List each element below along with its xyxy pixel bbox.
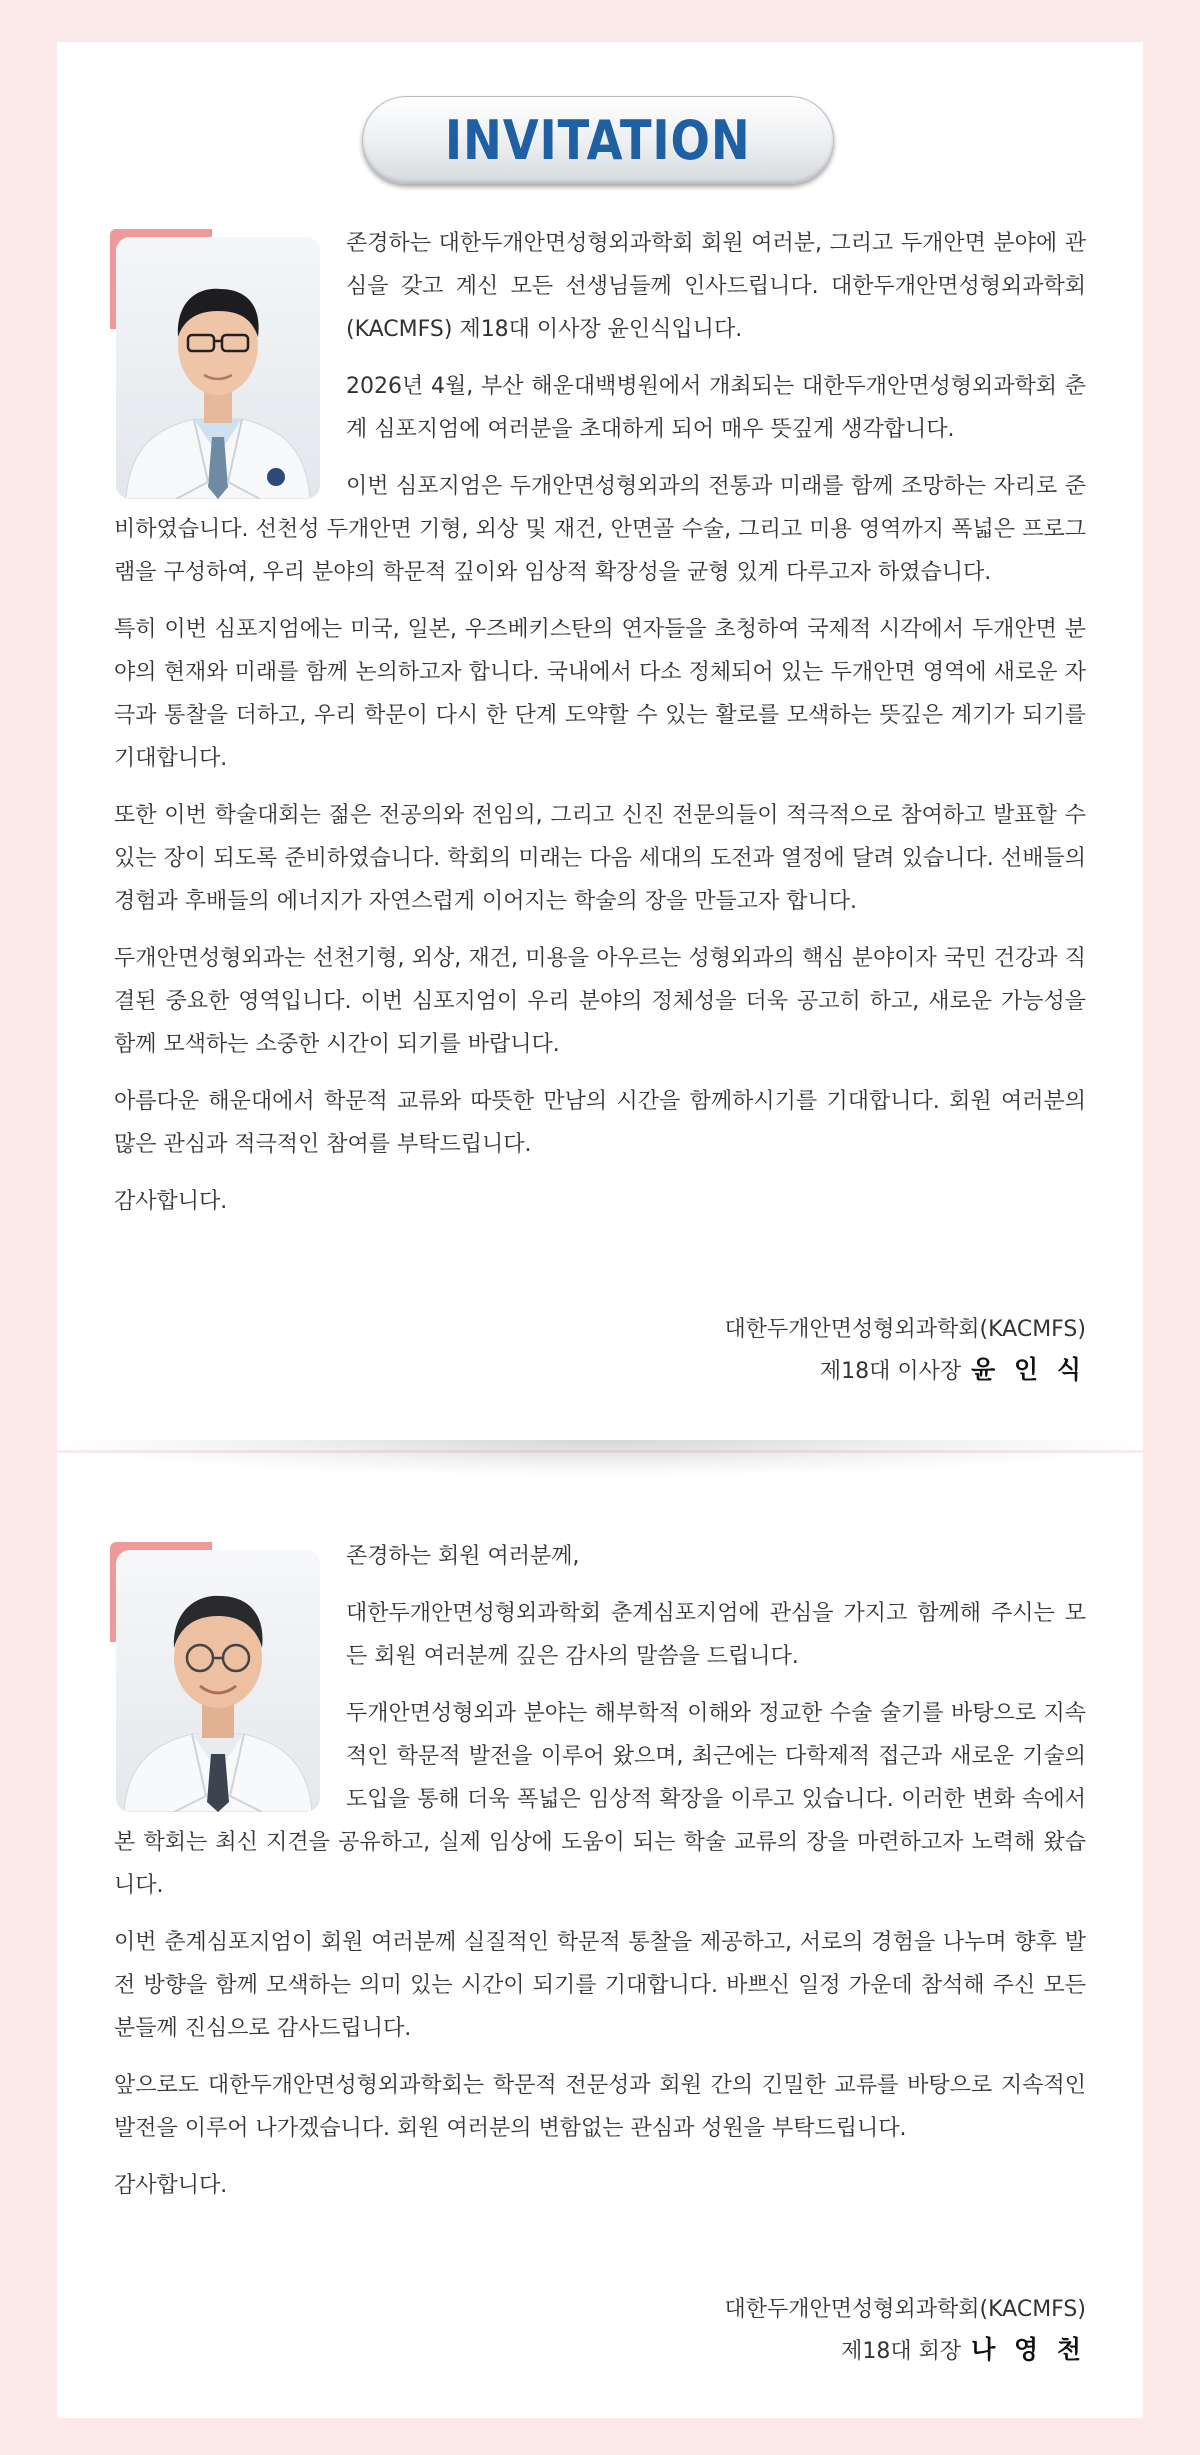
signature-name: 나 영 천: [971, 2335, 1086, 2364]
signature-org: 대한두개안면성형외과학회(KACMFS): [724, 1317, 1086, 1342]
letter-paragraph: 두개안면성형외과 분야는 해부학적 이해와 정교한 수술 술기를 바탕으로 지속적인 학문적 발전을 이루어 왔으며, 최근에는 다학제적 접근과 새로운 기술의 도입을 통해 더욱 폭넓은 임상적 확장을 이루고 있습니다. 이러한 변화 속에서 본 학회는 최신 지견을 공유하고, 실제 임상에 도움이 되는 학술 교류의 장을 마련하고자 노력해 왔습니다.: [114, 1701, 1086, 1898]
letter-paragraph: 이번 심포지엄은 두개안면성형외과의 전통과 미래를 함께 조망하는 자리로 준비하였습니다. 선천성 두개안면 기형, 외상 및 재건, 안면골 수술, 그리고 미용 영역까지 폭넓은 프로그램을 구성하여, 우리 분야의 학문적 깊이와 임상적 확장성을 균형 있게 다루고자 하였습니다.: [114, 474, 1086, 585]
signature-president: [725, 2290, 1086, 2372]
letter-paragraph: 앞으로도 대한두개안면성형외과학회는 학문적 전문성과 회원 간의 긴밀한 교류를 바탕으로 지속적인 발전을 이루어 나가겠습니다. 회원 여러분의 변함없는 관심과 성원을 부탁드립니다.: [114, 2073, 1086, 2141]
letter-paragraph: 또한 이번 학술대회는 젊은 전공의와 전임의, 그리고 신진 전문의들이 적극적으로 참여하고 발표할 수 있는 장이 되도록 준비하였습니다. 학회의 미래는 다음 세대의 도전과 열정에 달려 있습니다. 선배들의 경험과 후배들의 에너지가 자연스럽게 이어지는 학술의 장을 만들고자 합니다.: [114, 803, 1086, 914]
letter-president: [114, 1535, 1086, 2221]
letter-paragraph: 2026년 4월, 부산 해운대백병원에서 개최되는 대한두개안면성형외과학회 춘계 심포지엄에 여러분을 초대하게 되어 매우 뜻깊게 생각합니다.: [346, 374, 1086, 442]
letter-paragraph: 아름다운 해운대에서 학문적 교류와 따뜻한 만남의 시간을 함께하시기를 기대합니다. 회원 여러분의 많은 관심과 적극적인 참여를 부탁드립니다.: [114, 1089, 1086, 1157]
section-divider-shadow: [60, 1440, 1140, 1476]
letter-paragraph: 감사합니다.: [114, 1189, 228, 1214]
letter-paragraph: 존경하는 회원 여러분께,: [346, 1544, 580, 1569]
letter-paragraph: 감사합니다.: [114, 2173, 228, 2198]
signature-line: [725, 1350, 1086, 1392]
letter-paragraph: 대한두개안면성형외과학회 춘계심포지엄에 관심을 가지고 함께해 주시는 모든 회원 여러분께 깊은 감사의 말씀을 드립니다.: [346, 1601, 1086, 1669]
signature-title: 제18대 회장: [841, 2339, 962, 2364]
letter-paragraph: 존경하는 대한두개안면성형외과학회 회원 여러분, 그리고 두개안면 분야에 관심을 갖고 계신 모든 선생님들께 인사드립니다. 대한두개안면성형외과학회(KACMFS) 제18대 이사장 윤인식입니다.: [346, 231, 1086, 342]
signature-name: 윤 인 식: [971, 1355, 1086, 1384]
letter-paragraph: 이번 춘계심포지엄이 회원 여러분께 실질적인 학문적 통찰을 제공하고, 서로의 경험을 나누며 향후 발전 방향을 함께 모색하는 의미 있는 시간이 되기를 기대합니다. 바쁘신 일정 가운데 참석해 주신 모든 분들께 진심으로 감사드립니다.: [114, 1930, 1086, 2041]
letter-chairman: [114, 222, 1086, 1237]
signature-title: 제18대 이사장: [819, 1359, 962, 1384]
invitation-title-badge: [362, 96, 834, 184]
signature-chairman: [725, 1310, 1086, 1392]
signature-org: 대한두개안면성형외과학회(KACMFS): [724, 2297, 1086, 2322]
page-title: INVITATION: [445, 108, 751, 172]
letter-paragraph: 두개안면성형외과는 선천기형, 외상, 재건, 미용을 아우르는 성형외과의 핵심 분야이자 국민 건강과 직결된 중요한 영역입니다. 이번 심포지엄이 우리 분야의 정체성을 더욱 공고히 하고, 새로운 가능성을 함께 모색하는 소중한 시간이 되기를 바랍니다.: [114, 946, 1086, 1057]
signature-line: [725, 2330, 1086, 2372]
letter-paragraph: 특히 이번 심포지엄에는 미국, 일본, 우즈베키스탄의 연자들을 초청하여 국제적 시각에서 두개안면 분야의 현재와 미래를 함께 논의하고자 합니다. 국내에서 다소 정체되어 있는 두개안면 영역에 새로운 자극과 통찰을 더하고, 우리 학문이 다시 한 단계 도약할 수 있는 활로를 모색하는 뜻깊은 계기가 되기를 기대합니다.: [114, 617, 1086, 771]
